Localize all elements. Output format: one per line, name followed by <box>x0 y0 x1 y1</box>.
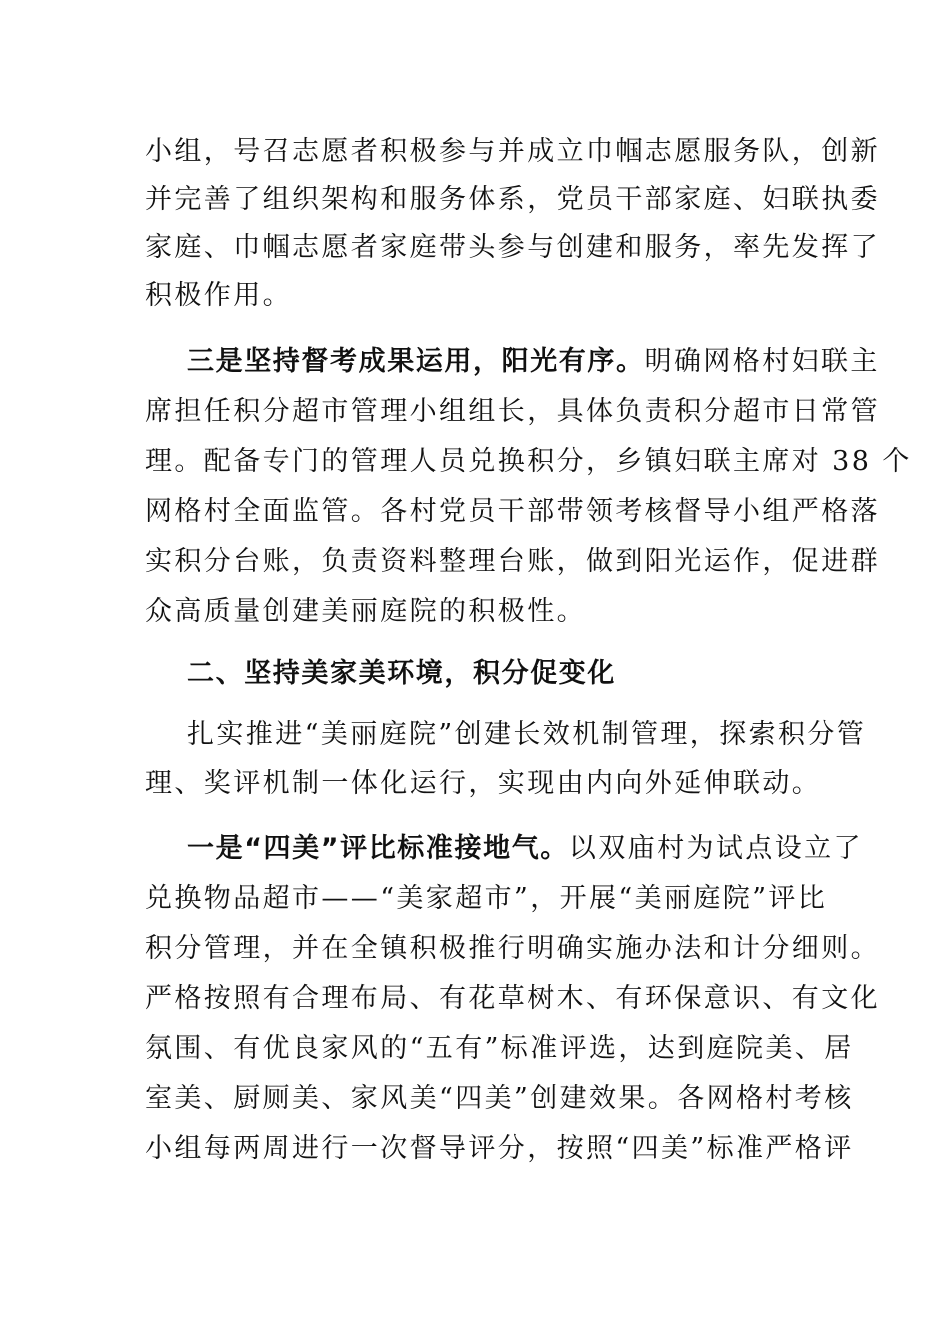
para4-line-6: 室美、厨厕美、家风美“四美”创建效果。各网格村考核 <box>145 1083 854 1114</box>
para3-first-line: 扎实推进“美丽庭院”创建长效机制管理，探索积分管 <box>187 719 867 750</box>
para4-line-3: 积分管理，并在全镇积极推行明确实施办法和计分细则。 <box>145 933 880 964</box>
para1-line-3: 家庭、巾帼志愿者家庭带头参与创建和服务，率先发挥了 <box>145 232 880 263</box>
para4-first-rest: 以双庙村为试点设立了 <box>568 833 863 864</box>
para4-line-5: 氛围、有优良家风的“五有”标准评选，达到庭院美、居 <box>145 1033 854 1064</box>
para2-line-2: 席担任积分超市管理小组组长，具体负责积分超市日常管 <box>145 396 880 427</box>
para2-line-6: 众高质量创建美丽庭院的积极性。 <box>145 596 586 627</box>
para1-line-1: 小组，号召志愿者积极参与并成立巾帼志愿服务队，创新 <box>145 136 880 167</box>
para3-line-2: 理、奖评机制一体化运行，实现由内向外延伸联动。 <box>145 768 822 799</box>
para4-line-7: 小组每两周进行一次督导评分，按照“四美”标准严格评 <box>145 1133 854 1164</box>
para2-line-4: 网格村全面监管。各村党员干部带领考核督导小组严格落 <box>145 496 880 527</box>
para1-line-4: 积极作用。 <box>145 280 292 311</box>
section-heading: 二、坚持美家美环境，积分促变化 <box>187 658 616 689</box>
para4-first-line <box>187 831 863 867</box>
para2-first-rest: 明确网格村妇联主 <box>644 346 880 377</box>
para1-line-2: 并完善了组织架构和服务体系，党员干部家庭、妇联执委 <box>145 184 880 215</box>
para2-first-line <box>187 344 880 380</box>
para2-line-5: 实积分台账，负责资料整理台账，做到阳光运作，促进群 <box>145 546 880 577</box>
para4-line-2: 兑换物品超市——“美家超市”，开展“美丽庭院”评比 <box>145 883 828 914</box>
para2-line-3: 理。配备专门的管理人员兑换积分，乡镇妇联主席对 38 个 <box>145 446 912 477</box>
para4-heading: 一是“四美”评比标准接地气。 <box>187 833 569 864</box>
para4-line-4: 严格按照有合理布局、有花草树木、有环保意识、有文化 <box>145 983 880 1014</box>
para2-heading: 三是坚持督考成果运用，阳光有序。 <box>187 346 645 377</box>
